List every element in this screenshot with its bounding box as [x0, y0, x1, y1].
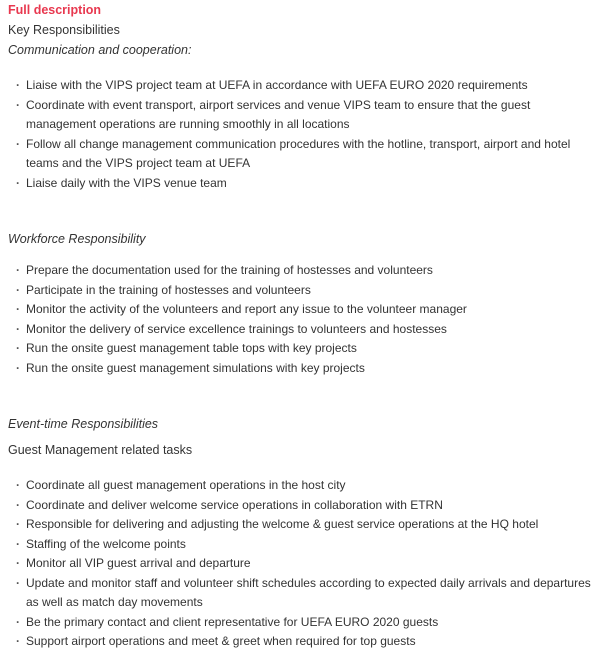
spacer — [8, 462, 592, 476]
list-item: · Prepare the documentation used for the training of hostesses and volunteers — [16, 261, 592, 281]
list-item: · Follow all change management communication procedures with the hotline, transport, airport and hotel teams and the VIPS project team at UEFA — [16, 135, 592, 174]
list-item: · Coordinate all guest management operations in the host city — [16, 476, 592, 496]
list-item: · Liaise daily with the VIPS venue team — [16, 174, 592, 194]
list-item: · Monitor the delivery of service excellence trainings to volunteers and hostesses — [16, 320, 592, 340]
guest-management-subheading: Guest Management related tasks — [8, 443, 193, 457]
full-description-title: Full description — [8, 3, 102, 17]
list-item: · Liaise with the VIPS project team at UEFA in accordance with UEFA EURO 2020 requirements — [16, 76, 592, 96]
spacer — [8, 378, 592, 416]
spacer — [8, 193, 592, 231]
list-item: · Monitor all VIP guest arrival and departure — [16, 554, 592, 574]
list-item: · Coordinate with event transport, airport services and venue VIPS team to ensure that the guest management operations are running smoothly in all locations — [16, 96, 592, 135]
event-time-heading: Event-time Responsibilities — [8, 417, 159, 431]
spacer — [8, 58, 592, 76]
spacer — [8, 432, 592, 442]
list-item: · Monitor the activity of the volunteers and report any issue to the volunteer manager — [16, 300, 592, 320]
list-item: · Staffing of the welcome points — [16, 535, 592, 555]
guest-management-list — [8, 476, 592, 652]
list-item: · Run the onsite guest management table tops with key projects — [16, 339, 592, 359]
list-item: · Run the onsite guest management simulations with key projects — [16, 359, 592, 379]
list-item: · Update and monitor staff and volunteer shift schedules according to expected daily arrivals and departures as well as match day movements — [16, 574, 592, 613]
job-description — [0, 2, 600, 648]
list-item: · Responsible for delivering and adjusting the welcome & guest service operations at the HQ hotel — [16, 515, 592, 535]
key-responsibilities-heading: Key Responsibilities — [8, 23, 120, 37]
list-item: · Coordinate and deliver welcome service operations in collaboration with ETRN — [16, 496, 592, 516]
list-item: · Be the primary contact and client representative for UEFA EURO 2020 guests — [16, 613, 592, 633]
communication-heading: Communication and cooperation: — [8, 43, 192, 57]
list-item: · Participate in the training of hostesses and volunteers — [16, 281, 592, 301]
workforce-heading: Workforce Responsibility — [8, 232, 146, 246]
list-item: · Support airport operations and meet & greet when required for top guests — [16, 632, 592, 652]
workforce-list — [8, 261, 592, 378]
communication-list — [8, 76, 592, 193]
spacer — [8, 247, 592, 261]
